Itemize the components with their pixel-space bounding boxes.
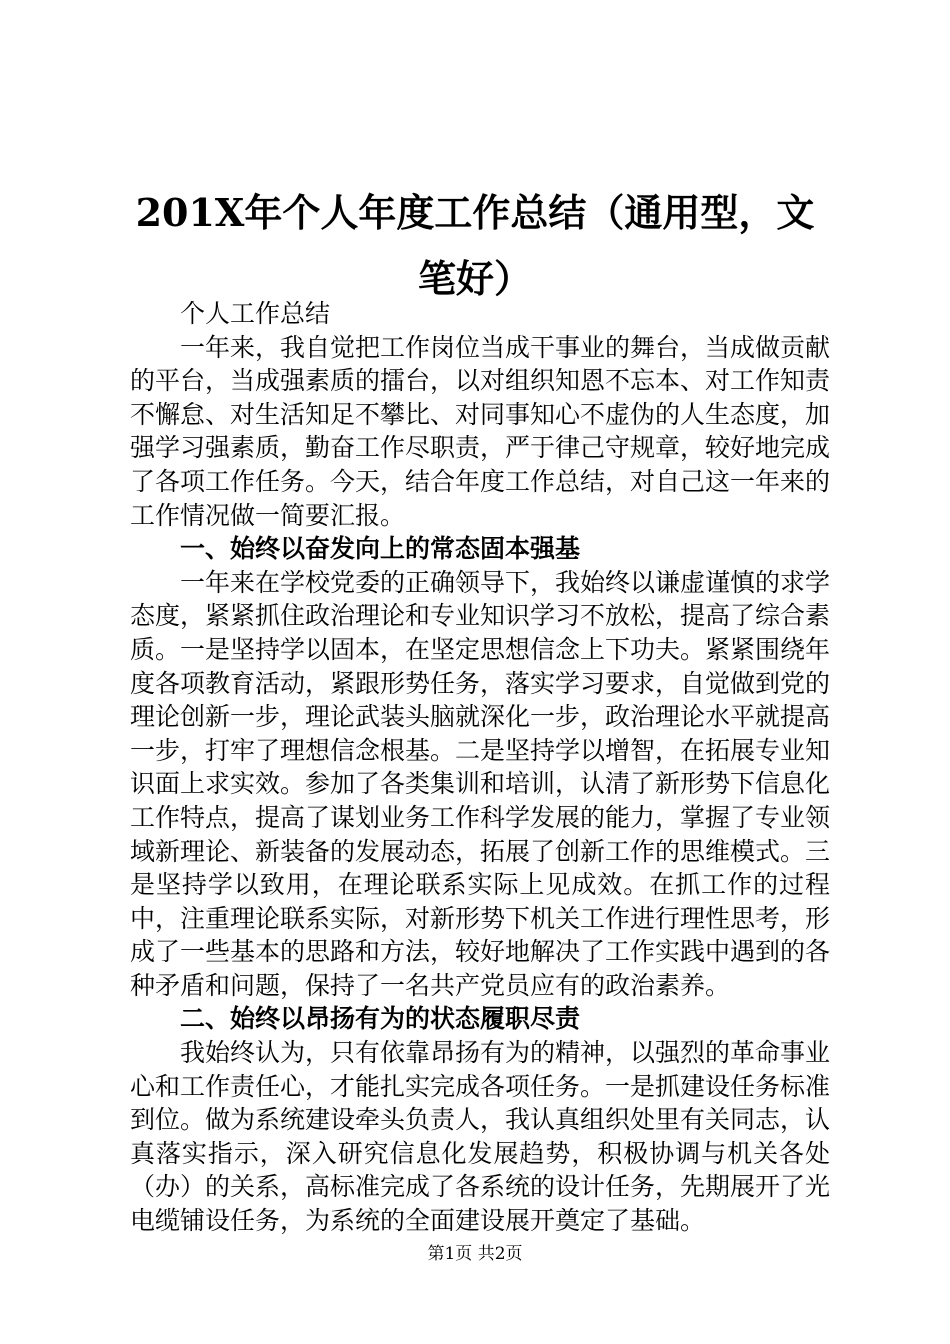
paragraph-section-1: 一年来在学校党委的正确领导下，我始终以谦虚谨慎的求学态度，紧紧抓住政治理论和专业知识学习不放松，提高了综合素质。一是坚持学以固本，在坚定思想信念上下功夫。紧紧围绕年度各项教育活动，紧跟形势任务，落实学习要求，自觉做到党的理论创新一步，理论武装头脑就深化一步，政治理论水平就提高一步，打牢了理想信念根基。二是坚持学以增智，在拓展专业知识面上求实效。参加了各类集训和培训，认清了新形势下信息化工作特点，提高了谋划业务工作科学发展的能力，掌握了专业领域新理论、新装备的发展动态，拓展了创新工作的思维模式。三是坚持学以致用，在理论联系实际上见成效。在抓工作的过程中，注重理论联系实际，对新形势下机关工作进行理性思考，形成了一些基本的思路和方法，较好地解决了工作实践中遇到的各种矛盾和问题，保持了一名共产党员应有的政治素养。: [130, 567, 831, 1000]
paragraph-section-2: 我始终认为，只有依靠昂扬有为的精神，以强烈的革命事业心和工作责任心，才能扎实完成各项任务。一是抓建设任务标准到位。做为系统建设牵头负责人，我认真组织处里有关同志，认真落实指示，深入研究信息化发展趋势，积极协调与机关各处（办）的关系，高标准完成了各系统的设计任务，先期展开了光电缆铺设任务，为系统的全面建设展开奠定了基础。: [130, 1038, 831, 1236]
page-number-footer: 第1页 共2页: [427, 1244, 523, 1264]
document-title: 201X年个人年度工作总结（通用型，文笔好）: [135, 190, 815, 301]
paragraph-label: 个人工作总结: [180, 299, 331, 328]
section-heading-1: 一、始终以奋发向上的常态固本强基: [180, 534, 581, 564]
paragraph-intro: 一年来，我自觉把工作岗位当成干事业的舞台，当成做贡献的平台，当成强素质的擂台，以对组织知恩不忘本、对工作知责不懈怠、对生活知足不攀比、对同事知心不虚伪的人生态度，加强学习强素质，勤奋工作尽职责，严于律己守规章，较好地完成了各项工作任务。今天，结合年度工作总结，对自己这一年来的工作情况做一简要汇报。: [130, 332, 831, 530]
document-body: [130, 297, 830, 1238]
section-heading-2: 二、始终以昂扬有为的状态履职尽责: [180, 1004, 581, 1034]
